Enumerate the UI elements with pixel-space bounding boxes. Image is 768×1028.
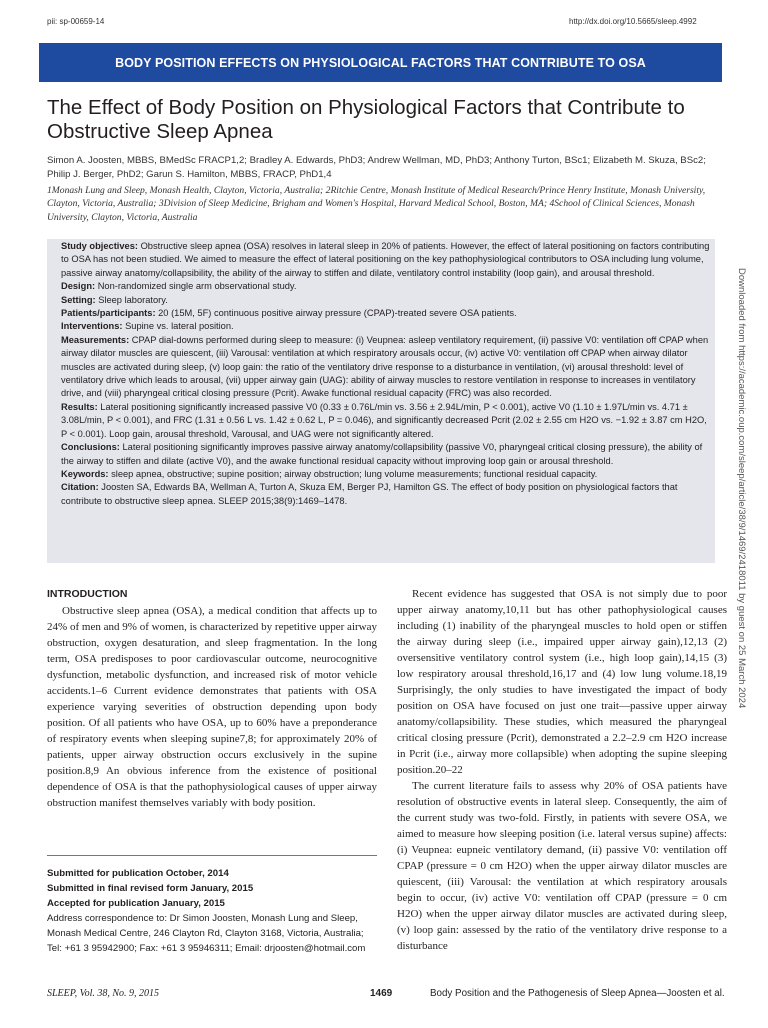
doi-link[interactable]: http://dx.doi.org/10.5665/sleep.4992 — [569, 17, 697, 26]
correspondence-address: Address correspondence to: Dr Simon Joosten, Monash Lung and Sleep, Monash Medical Centre, 246 Clayton Rd, Clayton 3168, Victoria, Australia; Tel: +61 3 95942900; Fax: +61 3 95946311; Email: drjoosten@hotmail.com — [47, 913, 366, 954]
submission-info — [47, 866, 377, 956]
running-title: Body Position and the Pathogenesis of Sleep Apnea—Joosten et al. — [430, 988, 725, 999]
section-banner: BODY POSITION EFFECTS ON PHYSIOLOGICAL FACTORS THAT CONTRIBUTE TO OSA — [39, 43, 722, 82]
abstract-box — [47, 239, 715, 563]
intro-paragraph-1: Obstructive sleep apnea (OSA), a medical condition that affects up to 24% of men and 9% of women, is characterized by repetitive upper airway obstruction, oxygen desaturation, and sleep fragmentation. In the long term, OSA predisposes to poor cardiovascular outcome, neurocognitive dysfunction, metabolic dysfunction, and increased risk of motor vehicle accidents.1–6 Current evidence demonstrates that patients with OSA experience varying severities of obstruction depending upon body position. Of all patients who have OSA, up to 60% have a preponderance of respiratory events when sleeping supine7,8; for approximately 20% of patients, upper airway obstruction occurs exclusively in the supine position.8,9 An obvious inference from the existence of positional dependence of OSA is that the pathophysiological causes of upper airway obstruction manifest themselves variably with body position. — [47, 605, 377, 809]
download-watermark: Downloaded from https://academic.oup.com/sleep/article/38/9/1469/2418011 by guest on 25 March 2024 — [736, 268, 747, 709]
design-text: Non-randomized single arm observational study. — [97, 281, 297, 292]
footnote-divider — [47, 855, 377, 856]
article-title: The Effect of Body Position on Physiological Factors that Contribute to Obstructive Sleep Apnea — [47, 96, 685, 143]
intro-paragraph-2: Recent evidence has suggested that OSA is not simply due to poor upper airway anatomy,10,11 but has other pathophysiological causes including (1) inability of the pharyngeal muscles to hold open or stiffen the airway during sleep (i.e., impaired upper airway gain),12,13 (2) oversensitive ventilatory control system (i.e., high loop gain),14,15 (3) low respiratory arousal threshold,16,17 and (4) low lung volume.18,19 Surprisingly, the only studies to have investigated the impact of body position on OSA have focused on just one trait—passive upper airway anatomy/collapsibility. These studies, which measured the pharyngeal critical closing pressure (Pcrit), demonstrated a 2.2–2.9 cm H2O increase in Pcrit (i.e., airway more collapsible) when adopting the supine sleeping position.20–22 — [397, 588, 727, 776]
keywords-text: sleep apnea, obstructive; supine position; airway obstruction; lung volume measurements; functional residual capacity. — [111, 468, 598, 479]
conclusions-text: Lateral positioning significantly improves passive airway anatomy/collapsibility (passive V0, pharyngeal critical closing pressure), the ability of the airway to stiffen and dilate (active V0), and the awake functional residual capacity without improving loop gain or arousal threshold. — [61, 442, 703, 466]
section-heading: INTRODUCTION — [47, 588, 128, 600]
abstract-measurements — [61, 334, 715, 401]
author-list: Simon A. Joosten, MBBS, BMedSc FRACP1,2; Bradley A. Edwards, PhD3; Andrew Wellman, MD, PhD3; Anthony Turton, BSc1; Elizabeth M. Skuza, BSc2; Philip J. Berger, PhD2; Garun S. Hamilton, MBBS, FRACP, PhD1,4 — [47, 155, 706, 180]
abstract-objectives — [61, 240, 715, 280]
interventions-text: Supine vs. lateral position. — [125, 321, 234, 332]
abstract-conclusions — [61, 441, 715, 468]
abstract-results — [61, 401, 715, 441]
objectives-text: Obstructive sleep apnea (OSA) resolves in lateral sleep in 20% of patients. However, the effect of lateral positioning on factors contributing to OSA has not been studied. We aimed to measure the effect of lateral positioning on the key pathophysiological contributors to OSA including lung volume, passive airway anatomy/collapsibility, the ability of the airway to stiffen and dilate, ventilatory control instability (loop gain), and arousal threshold. — [61, 241, 710, 278]
body-column-left — [47, 586, 377, 811]
measurements-text: CPAP dial-downs performed during sleep to measure: (i) Veupnea: asleep ventilatory requirement, (ii) passive V0: ventilation off CPAP when airway dilator muscles are quiescent, (iii) Varousal: ventilation at which respiratory arousals occur, (iv) active V0: ventilation off CPAP when airway dilator muscles are activated during sleep, (v) loop gain: the ratio of the ventilatory drive response to a disturbance in ventilation, (vi) arousal threshold: level of ventilatory drive which leads to arousal, (vii) upper airway gain (UAG): ability of airway muscles to restore ventilation in response to increases in ventilatory drive, and (viii) pharyngeal critical closing pressure (Pcrit). Awake functional residual capacity (FRC) was also recorded. — [61, 334, 709, 399]
body-column-right — [397, 586, 727, 954]
abstract-setting — [61, 294, 715, 307]
setting-text: Sleep laboratory. — [98, 294, 168, 305]
abstract-citation — [61, 481, 715, 508]
abstract-keywords — [61, 468, 715, 481]
results-text: Lateral positioning significantly increased passive V0 (0.33 ± 0.76L/min vs. 3.56 ± 2.94L/min, P < 0.001), active V0 (1.10 ± 1.97L/min vs. 4.71 ± 3.08L/min, P < 0.001), and FRC (1.31 ± 0.56 L vs. 1.42 ± 0.62 L, P = 0.046), and significantly decreased Pcrit (2.02 ± 2.55 cm H2O vs. −1.92 ± 3.87 cm H2O, P < 0.001). Loop gain, arousal threshold, Varousal, and UAG were not significantly altered. — [61, 401, 707, 439]
abstract-design — [61, 280, 715, 293]
abstract-patients — [61, 307, 715, 320]
submitted-date: Submitted for publication October, 2014 — [47, 868, 229, 879]
intro-paragraph-3: The current literature fails to assess why 20% of OSA patients have resolution of obstructive events in lateral sleep. Consequently, the aim of the current study was two-fold. Firstly, in patients with severe OSA, we aimed to measure how sleeping position (i.e. lateral versus supine) affects: (i) Veupnea: eupneic ventilatory demand, (ii) passive V0: ventilation off CPAP (pressure = 0 cm H2O) when the upper airway dilator muscles are quiescent, (iii) Varousal: the ventilation at which respiratory arousals begin to occur, (iv) active V0: ventilation off CPAP (pressure = 0 cm H2O) when the upper airway dilator muscles are activated during sleep, (v) loop gain: assessed by the ratio of the ventilatory drive response to a disturbance — [397, 780, 727, 952]
design-label: Design: — [61, 281, 96, 292]
measurements-label: Measurements: — [61, 334, 130, 345]
citation-text: Joosten SA, Edwards BA, Wellman A, Turton A, Skuza EM, Berger PJ, Hamilton GS. The effect of body position on physiological factors that contribute to obstructive sleep apnea. SLEEP 2015;38(9):1469–1478. — [61, 482, 678, 506]
interventions-label: Interventions: — [61, 321, 123, 332]
footer-journal: SLEEP, Vol. 38, No. 9, 2015 — [47, 988, 160, 999]
objectives-label: Study objectives: — [61, 241, 138, 251]
patients-text: 20 (15M, 5F) continuous positive airway pressure (CPAP)-treated severe OSA patients. — [158, 308, 517, 319]
revised-date: Submitted in final revised form January, 2015 — [47, 883, 254, 894]
accepted-date: Accepted for publication January, 2015 — [47, 898, 225, 909]
results-label: Results: — [61, 401, 98, 412]
setting-label: Setting: — [61, 294, 96, 305]
conclusions-label: Conclusions: — [61, 442, 120, 453]
pii-identifier: pii: sp-00659-14 — [47, 17, 105, 26]
citation-label: Citation: — [61, 482, 99, 493]
page-number: 1469 — [370, 988, 393, 999]
affiliations: 1Monash Lung and Sleep, Monash Health, Clayton, Victoria, Australia; 2Ritchie Centre, Monash Institute of Medical Research/Prince Henry Institute, Monash University, Clayton, Victoria, Australia; 3Division of Sleep Medicine, Brigham and Women's Hospital, Harvard Medical School, Boston, MA; 4School of Clinical Sciences, Monash University, Clayton, Victoria, Australia — [47, 185, 706, 223]
patients-label: Patients/participants: — [61, 308, 156, 319]
abstract-interventions — [61, 320, 715, 333]
keywords-label: Keywords: — [61, 468, 109, 479]
